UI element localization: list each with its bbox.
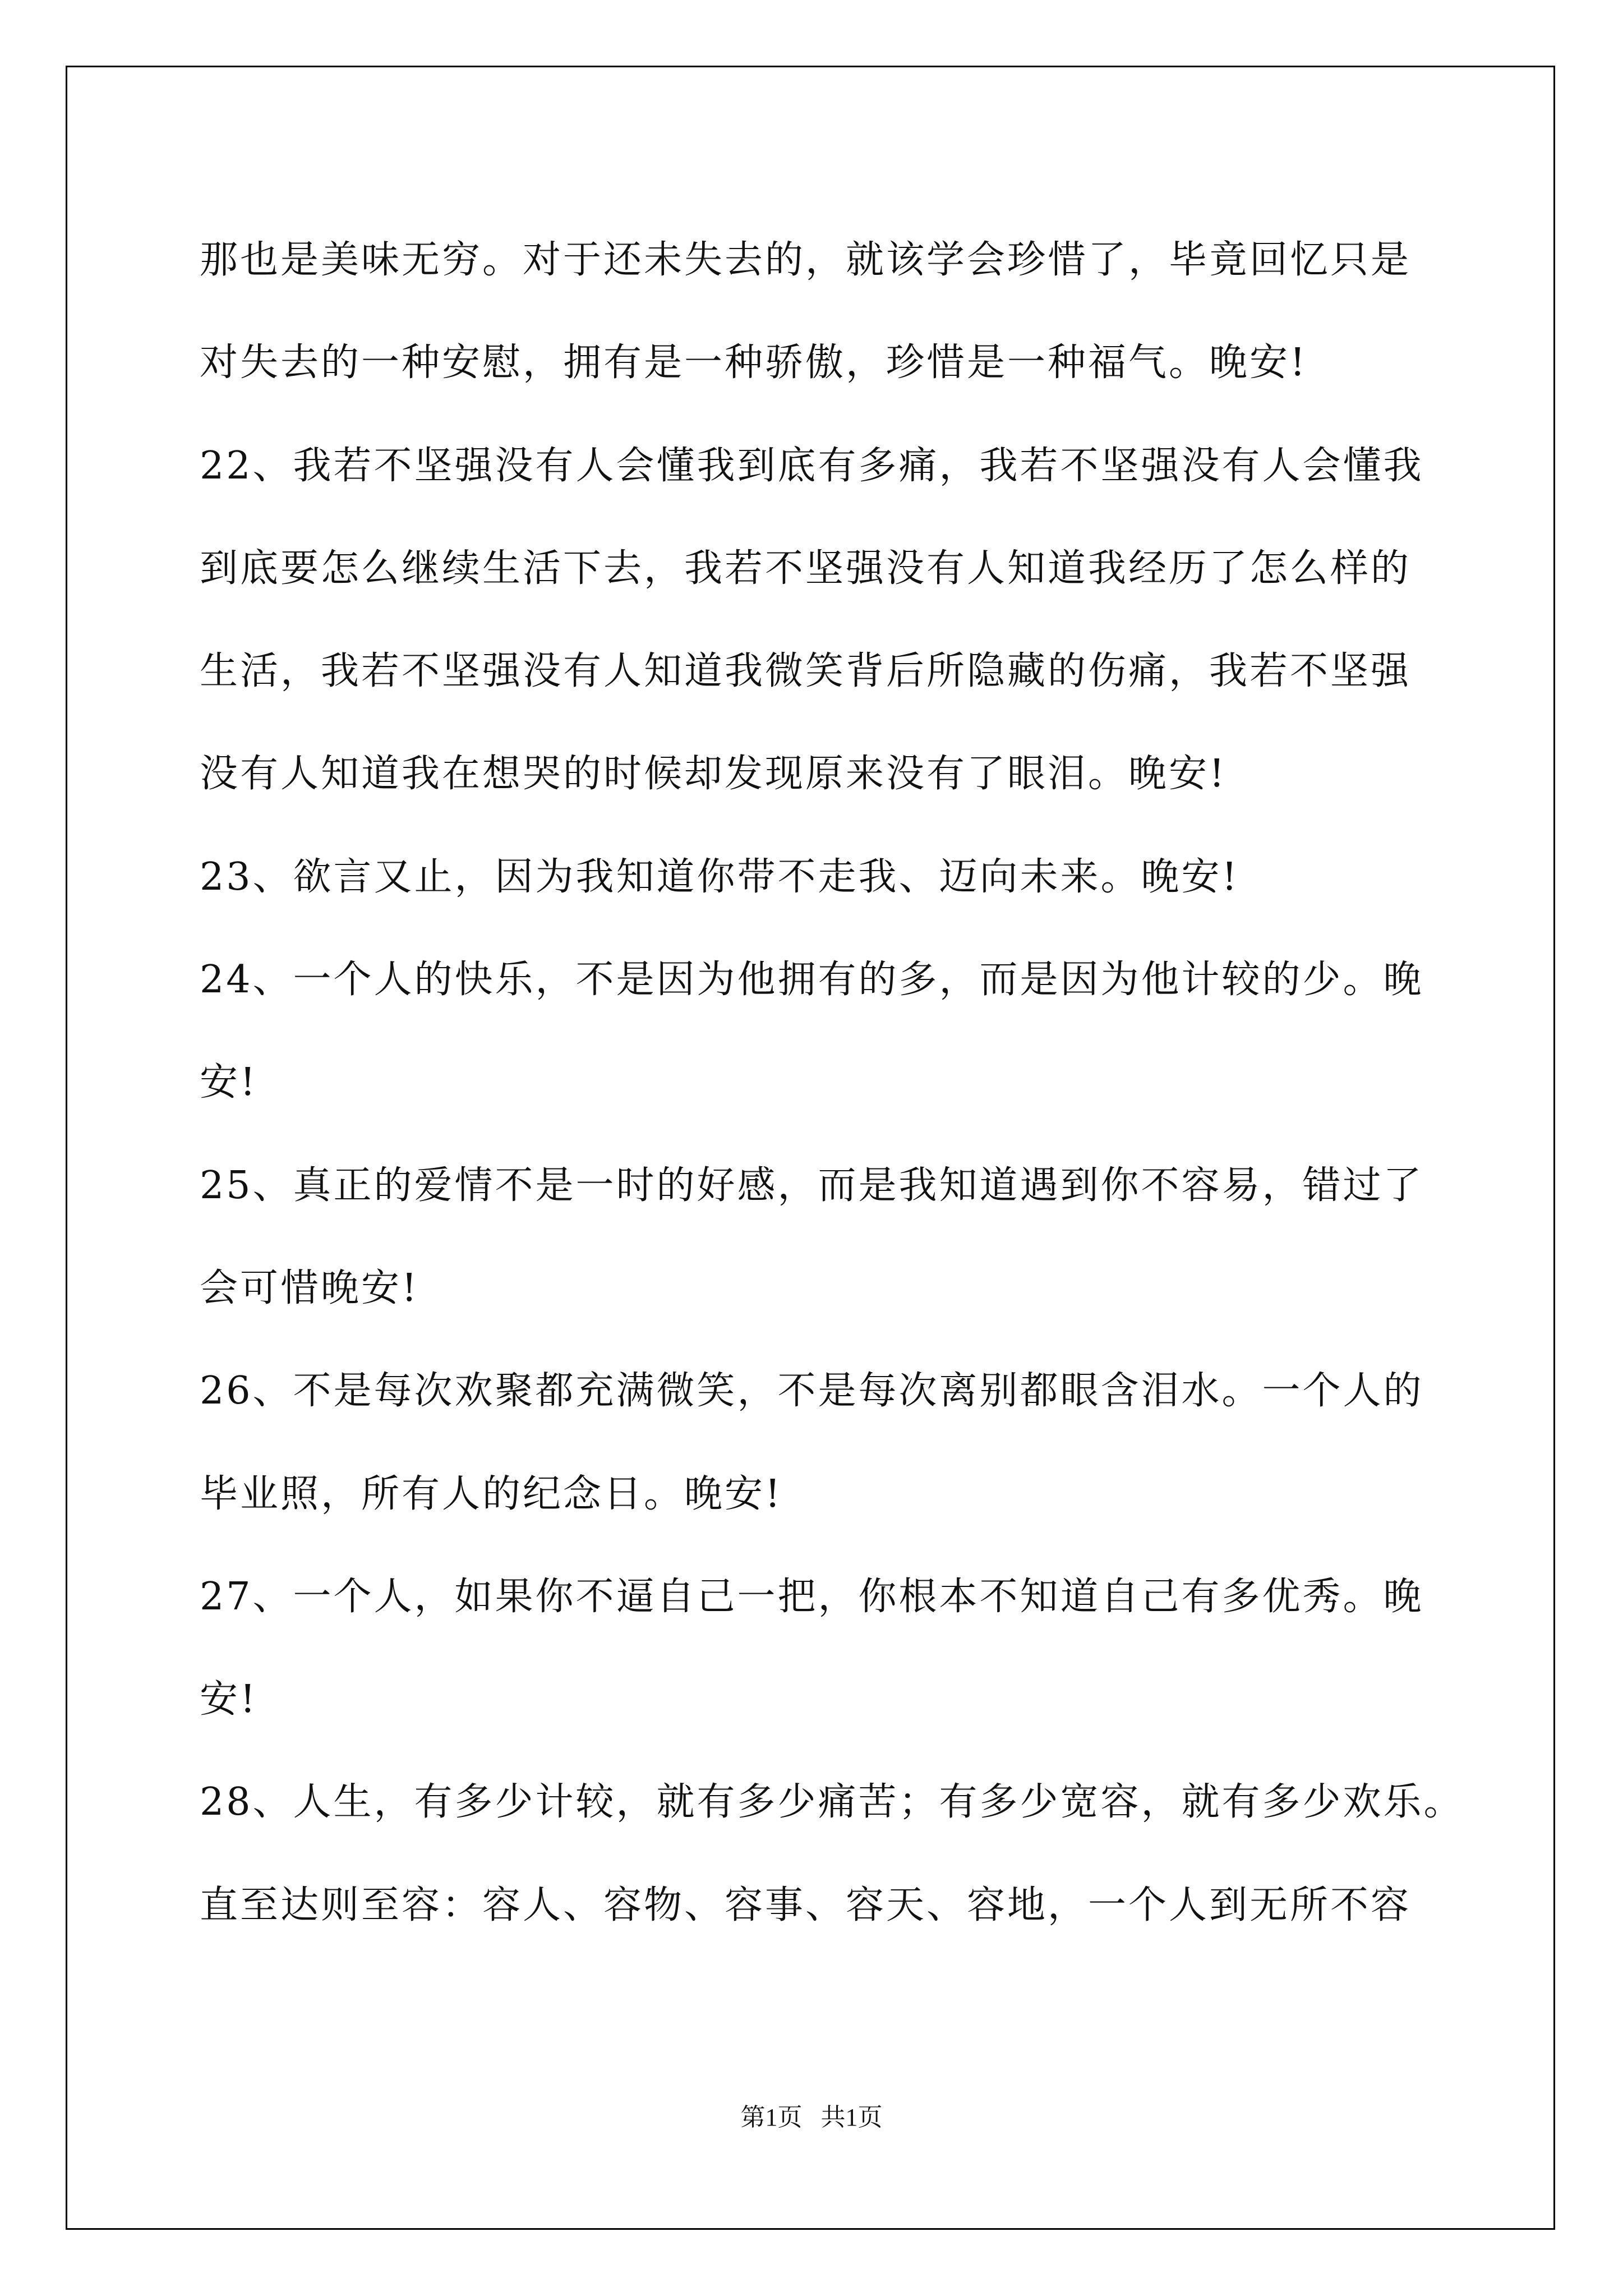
text-line: 直至达则至容：容人、容物、容事、容天、容地，一个人到无所不容 [200, 1883, 1412, 1927]
text-line: 那也是美味无穷。对于还未失去的，就该学会珍惜了，毕竟回忆只是 [200, 238, 1412, 282]
text-line: 安! [200, 1060, 258, 1105]
text-line: 对失去的一种安慰，拥有是一种骄傲，珍惜是一种福气。晚安! [200, 341, 1308, 385]
text-line: 22、我若不坚强没有人会懂我到底有多痛，我若不坚强没有人会懂我 [200, 443, 1424, 488]
text-line: 24、一个人的快乐，不是因为他拥有的多，而是因为他计较的少。晚 [200, 958, 1424, 1002]
text-line: 26、不是每次欢聚都充满微笑，不是每次离别都眼含泪水。一个人的 [200, 1369, 1424, 1414]
text-line: 23、欲言又止，因为我知道你带不走我、迈向未来。晚安! [200, 854, 1239, 899]
text-line: 28、人生，有多少计较，就有多少痛苦；有多少宽容，就有多少欢乐。 [200, 1780, 1464, 1825]
page-number-footer: 第1页 共1页 [740, 2104, 883, 2131]
text-line: 到底要怎么继续生活下去，我若不坚强没有人知道我经历了怎么样的 [200, 546, 1412, 591]
text-line: 25、真正的爱情不是一时的好感，而是我知道遇到你不容易，错过了 [200, 1163, 1424, 1208]
text-line: 毕业照，所有人的纪念日。晚安! [200, 1471, 783, 1516]
text-line: 27、一个人，如果你不逼自己一把，你根本不知道自己有多优秀。晚 [200, 1574, 1424, 1619]
document-body [200, 209, 1464, 1957]
text-line: 安! [200, 1677, 258, 1722]
text-line: 没有人知道我在想哭的时候却发现原来没有了眼泪。晚安! [200, 752, 1227, 797]
text-line: 会可惜晚安! [200, 1266, 419, 1310]
text-line: 生活，我若不坚强没有人知道我微笑背后所隐藏的伤痛，我若不坚强 [200, 649, 1412, 694]
